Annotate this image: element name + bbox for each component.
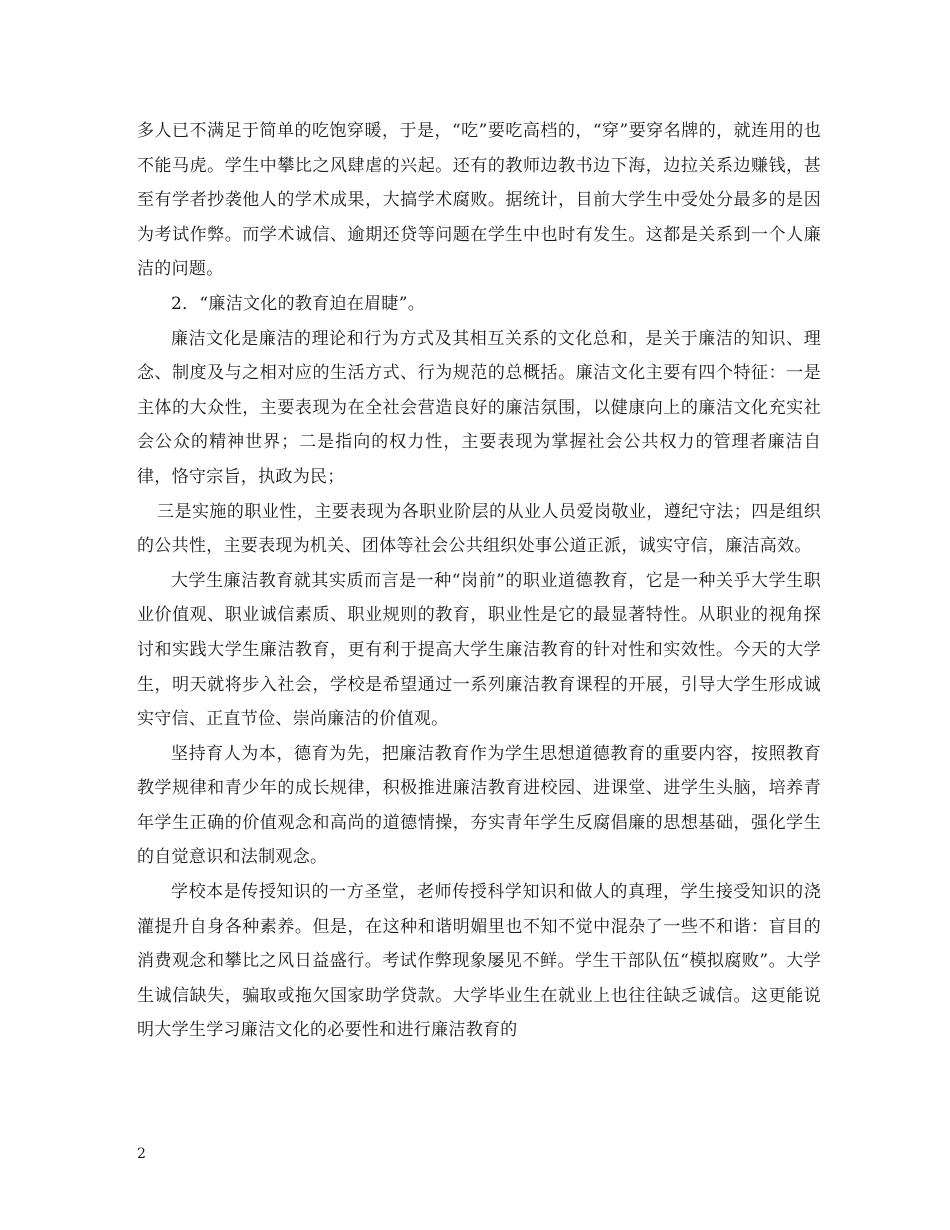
- document-body: [137, 114, 821, 1048]
- paragraph-student-education: 大学生廉洁教育就其实质而言是一种“岗前”的职业道德教育，它是一种关乎大学生职业价值观、职业诚信素质、职业规则的教育，职业性是它的最显著特性。从职业的视角探讨和实践大学生廉洁教育，更有利于提高大学生廉洁教育的针对性和实效性。今天的大学生，明天就将步入社会，学校是希望通过一系列廉洁教育课程的开展，引导大学生形成诚实守信、正直节俭、崇尚廉洁的价值观。: [137, 570, 821, 730]
- paragraph-continued: 多人已不满足于简单的吃饱穿暖，于是，“吃”要吃高档的，“穿”要穿名牌的，就连用的也不能马虎。学生中攀比之风肆虐的兴起。还有的教师边教书边下海，边拉关系边赚钱，甚至有学者抄袭他人的学术成果，大搞学术腐败。据统计，目前大学生中受处分最多的是因为考试作弊。而学术诚信、逾期还贷等问题在学生中也时有发生。这都是关系到一个人廉洁的问题。: [137, 121, 821, 280]
- paragraph-moral-education: 坚持育人为本，德育为先，把廉洁教育作为学生思想道德教育的重要内容，按照教育教学规律和青少年的成长规律，积极推进廉洁教育进校园、进课堂、进学生头脑，培养青年学生正确的价值观念和高尚的道德情操，夯实青年学生反腐倡廉的思想基础，强化学生的自觉意识和法制观念。: [137, 743, 821, 868]
- paragraph-features-continued: 三是实施的职业性，主要表现为各职业阶层的从业人员爱岗敬业，遵纪守法；四是组织的公共性，主要表现为机关、团体等社会公共组织处事公道正派，诚实守信，廉洁高效。: [137, 501, 821, 557]
- page-number: 2: [137, 1146, 146, 1162]
- section-heading: 2．“廉洁文化的教育迫在眉睫”。: [171, 293, 425, 314]
- paragraph-school: 学校本是传授知识的一方圣堂，老师传授科学知识和做人的真理，学生接受知识的浇灌提升自身各种素养。但是，在这种和谐明媚里也不知不觉中混杂了一些不和谐：盲目的消费观念和攀比之风日益盛行。考试作弊现象屡见不鲜。学生干部队伍“模拟腐败”。大学生诚信缺失，骗取或拖欠国家助学贷款。大学毕业生在就业上也往往缺乏诚信。这更能说明大学生学习廉洁文化的必要性和进行廉洁教育的: [137, 882, 821, 1041]
- paragraph-lianjie-culture: 廉洁文化是廉洁的理论和行为方式及其相互关系的文化总和，是关于廉洁的知识、理念、制度及与之相对应的生活方式、行为规范的总概括。廉洁文化主要有四个特征：一是主体的大众性，主要表现为在全社会营造良好的廉洁氛围，以健康向上的廉洁文化充实社会公众的精神世界；二是指向的权力性，主要表现为掌握社会公共权力的管理者廉洁自律，恪守宗旨，执政为民；: [137, 328, 821, 487]
